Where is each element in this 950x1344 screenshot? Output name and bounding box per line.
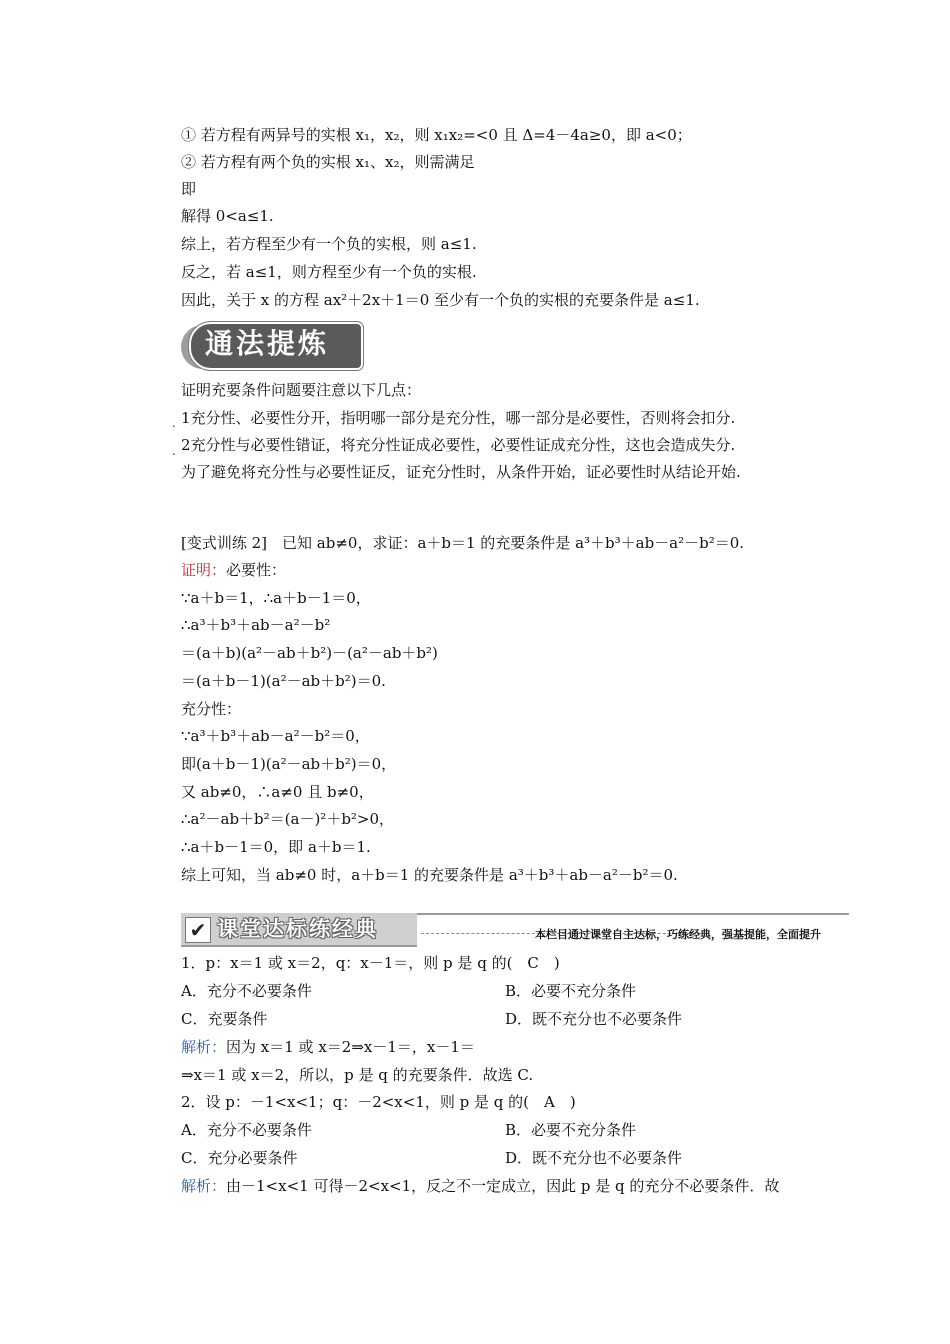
practice-banner — [181, 913, 849, 947]
text-line: 综上，若方程至少有一个负的实根，则 a≤1. — [181, 235, 477, 253]
text-line: 反之，若 a≤1，则方程至少有一个负的实根. — [181, 263, 477, 281]
question-1-stem: 1．p：x＝1 或 x＝2，q：x－1＝，则 p 是 q 的( C ) — [181, 954, 560, 972]
proof-line: 综上可知，当 ab≠0 时，a＋b＝1 的充要条件是 a³＋b³＋ab－a²－b²＝0. — [181, 866, 678, 884]
question-2-option-b: B．必要不充分条件 — [505, 1121, 637, 1139]
analysis-label: 解析： — [181, 1177, 227, 1195]
text-line: 即 — [181, 180, 197, 198]
proof-line: ∴a³＋b³＋ab－a²－b² — [181, 616, 331, 634]
analysis-text: 由－1<x<1 可得－2<x<1，反之不一定成立，因此 p 是 q 的充分不必要条件．故 — [226, 1177, 780, 1195]
question-1-option-d: D．既不充分也不必要条件 — [505, 1010, 683, 1028]
proof-heading — [181, 560, 286, 580]
proof-first: 必要性： — [226, 561, 287, 579]
proof-line: ∴a²－ab＋b²＝(a－)²＋b²>0， — [181, 810, 395, 828]
proof-line: 即(a＋b－1)(a²－ab＋b²)＝0， — [181, 755, 397, 773]
question-1-option-b: B．必要不充分条件 — [505, 982, 637, 1000]
proof-line: 又 ab≠0，∴a≠0 且 b≠0， — [181, 783, 374, 801]
question-2-option-a: A．充分不必要条件 — [181, 1121, 312, 1139]
method-intro: 证明充要条件问题要注意以下几点： — [181, 381, 422, 399]
method-point-2: 2充分性与必要性错证，将充分性证成必要性，必要性证成充分性，这也会造成失分. — [181, 436, 736, 454]
bullet-dot-icon: . — [172, 444, 176, 458]
proof-line: 充分性： — [181, 700, 242, 718]
text-line: ① 若方程有两异号的实根 x₁，x₂，则 x₁x₂=<0 且 Δ=4－4a≥0，即 a<0； — [181, 126, 692, 144]
analysis-text: 因为 x＝1 或 x＝2⇒x－1＝，x－1＝ — [226, 1038, 475, 1056]
text-line: 因此，关于 x 的方程 ax²＋2x＋1＝0 至少有一个负的实根的充要条件是 a≤1. — [181, 291, 700, 309]
text-line: 解得 0<a≤1. — [181, 207, 274, 225]
proof-line: ＝(a＋b－1)(a²－ab＋b²)＝0. — [181, 672, 386, 690]
question-2-stem: 2．设 p：－1<x<1；q：－2<x<1，则 p 是 q 的( A ) — [181, 1093, 576, 1111]
method-banner-title: 通法提炼 — [205, 327, 330, 360]
proof-label: 证明： — [181, 561, 227, 579]
practice-banner-rule — [417, 913, 849, 915]
practice-banner-title: 课堂达标练经典 — [217, 917, 378, 941]
proof-line: ＝(a＋b)(a²－ab＋b²)－(a²－ab＋b²) — [181, 644, 438, 662]
check-icon: ✔ — [185, 917, 211, 943]
method-point-3: 为了避免将充分性与必要性证反，证充分性时，从条件开始，证必要性时从结论开始. — [181, 463, 741, 481]
question-1-analysis-cont: ⇒x＝1 或 x＝2，所以，p 是 q 的充要条件．故选 C. — [181, 1066, 534, 1084]
question-2-option-c: C．充分必要条件 — [181, 1149, 298, 1167]
text-line: ② 若方程有两个负的实根 x₁、x₂，则需满足 — [181, 153, 475, 171]
question-1-option-a: A．充分不必要条件 — [181, 982, 312, 1000]
exercise-title: [变式训练 2] 已知 ab≠0，求证：a＋b＝1 的充要条件是 a³＋b³＋ab－a²－b²＝0. — [181, 534, 745, 552]
analysis-label: 解析： — [181, 1038, 227, 1056]
question-2-analysis — [181, 1176, 779, 1196]
proof-line: ∵a³＋b³＋ab－a²－b²＝0， — [181, 727, 370, 745]
method-banner — [181, 322, 364, 372]
proof-line: ∴a＋b－1＝0，即 a＋b＝1. — [181, 838, 371, 856]
bullet-dot-icon: . — [172, 416, 176, 430]
method-point-1: 1充分性、必要性分开，指明哪一部分是充分性，哪一部分是必要性，否则将会扣分. — [181, 409, 736, 427]
question-1-analysis — [181, 1037, 475, 1057]
question-2-option-d: D．既不充分也不必要条件 — [505, 1149, 683, 1167]
proof-line: ∵a＋b＝1，∴a＋b－1＝0， — [181, 589, 371, 607]
question-1-option-c: C．充要条件 — [181, 1010, 268, 1028]
practice-banner-note: 本栏目通过课堂自主达标，巧练经典，强基提能，全面提升 — [535, 928, 821, 941]
